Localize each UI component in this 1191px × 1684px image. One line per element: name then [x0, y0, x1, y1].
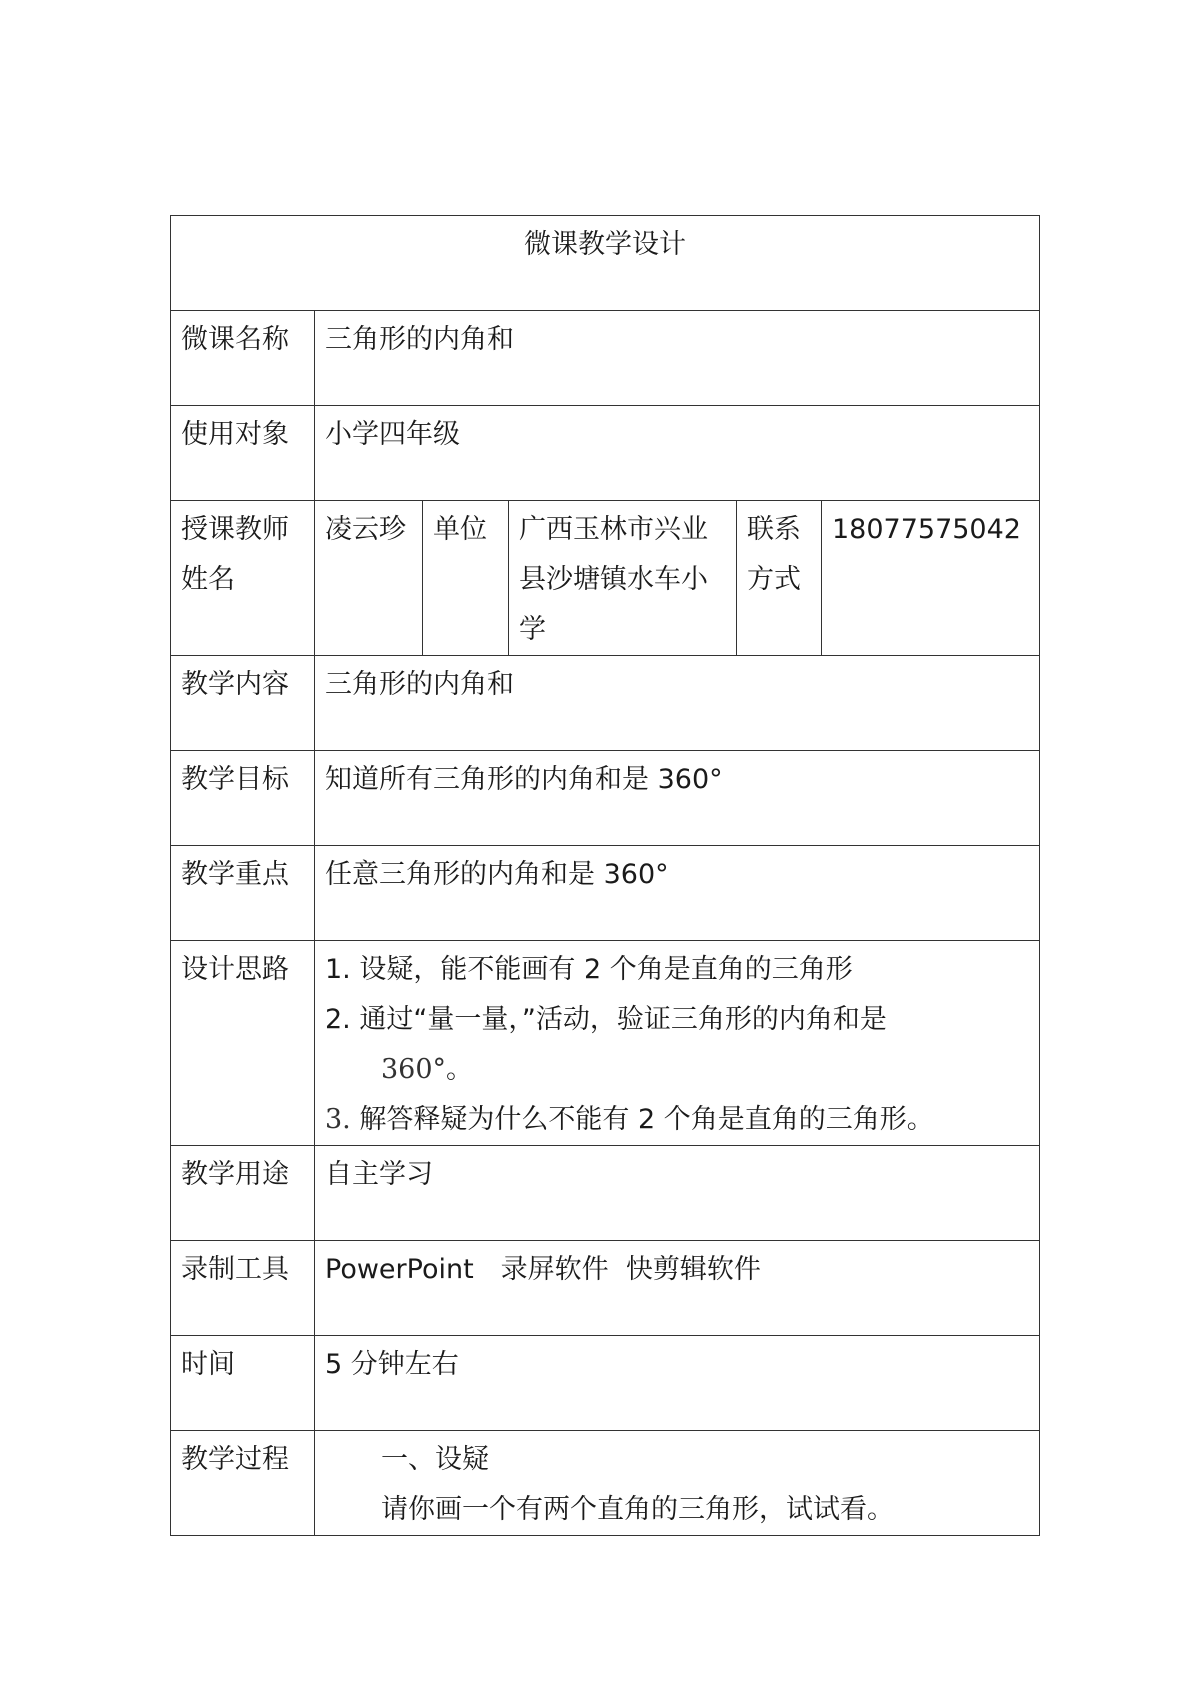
- process-heading: 一、设疑: [381, 1444, 489, 1475]
- lesson-name-value: 三角形的内角和: [315, 311, 1040, 406]
- design-item-2: 2. 通过“量一量，”活动，验证三角形的内角和是 360°。: [325, 1004, 887, 1085]
- unit-value: 广西玉林市兴业县沙塘镇水车小学: [509, 501, 737, 656]
- audience-value: 小学四年级: [315, 406, 1040, 501]
- label-contact: 联系方式: [737, 501, 822, 656]
- label-tools: 录制工具: [171, 1241, 315, 1336]
- label-focus: 教学重点: [171, 846, 315, 941]
- goal-value: 知道所有三角形的内角和是 360°: [315, 751, 1040, 846]
- process-content: [315, 1431, 1040, 1536]
- label-process: 教学过程: [171, 1431, 315, 1536]
- label-design: 设计思路: [171, 941, 315, 1146]
- label-content: 教学内容: [171, 656, 315, 751]
- label-audience: 使用对象: [171, 406, 315, 501]
- use-value: 自主学习: [315, 1146, 1040, 1241]
- label-teacher: 授课教师姓名: [171, 501, 315, 656]
- label-goal: 教学目标: [171, 751, 315, 846]
- contact-value: 18077575042: [822, 501, 1040, 656]
- label-unit: 单位: [423, 501, 509, 656]
- label-use: 教学用途: [171, 1146, 315, 1241]
- content-value: 三角形的内角和: [315, 656, 1040, 751]
- process-text: 请你画一个有两个直角的三角形，试试看。: [381, 1494, 894, 1525]
- tools-value: PowerPoint 录屏软件 快剪辑软件: [315, 1241, 1040, 1336]
- focus-value: 任意三角形的内角和是 360°: [315, 846, 1040, 941]
- label-lesson-name: 微课名称: [171, 311, 315, 406]
- lesson-design-table: [170, 215, 1040, 1536]
- table-title: 微课教学设计: [171, 216, 1040, 311]
- design-items: [315, 941, 1040, 1146]
- time-value: 5 分钟左右: [315, 1336, 1040, 1431]
- design-item-3: 3. 解答释疑为什么不能有 2 个角是直角的三角形。: [325, 1104, 934, 1135]
- teacher-name: 凌云珍: [315, 501, 423, 656]
- label-time: 时间: [171, 1336, 315, 1431]
- design-item-1: 1. 设疑，能不能画有 2 个角是直角的三角形: [325, 954, 853, 985]
